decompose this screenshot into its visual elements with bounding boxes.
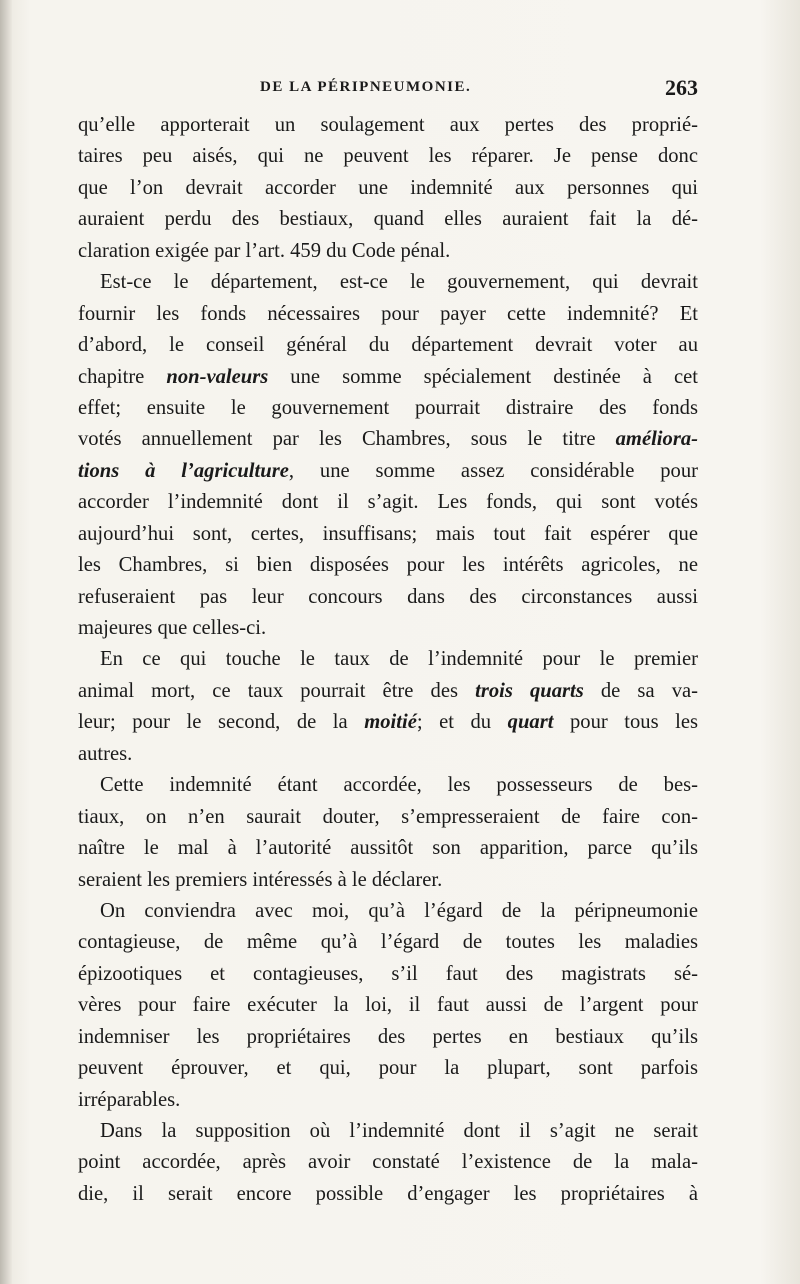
text-line — [78, 1022, 698, 1053]
text-line — [78, 362, 698, 393]
text-run: les Chambres, si bien disposées pour les intérêts agricoles, ne — [78, 554, 698, 577]
text-line — [78, 456, 698, 487]
body-text — [78, 110, 698, 1210]
text-line — [78, 1085, 698, 1116]
text-run: seraient les premiers intéressés à le déclarer. — [78, 868, 443, 891]
text-run: naître le mal à l’autorité aussitôt son apparition, parce qu’ils — [78, 837, 698, 860]
text-line — [78, 1053, 698, 1084]
text-run: claration exigée par l’art. 459 du Code pénal. — [78, 239, 451, 262]
text-line — [78, 1116, 698, 1147]
text-line — [78, 613, 698, 644]
text-line — [78, 833, 698, 864]
text-run: refuseraient pas leur concours dans des circonstances aussi — [78, 585, 698, 608]
text-run: , une somme assez considérable pour — [288, 459, 698, 482]
text-line — [78, 644, 698, 675]
text-run: qu’elle apporterait un soulagement aux pertes des proprié- — [78, 114, 698, 136]
italic-term: trois quarts — [475, 679, 584, 702]
text-run: animal mort, ce taux pourrait être des — [78, 679, 476, 702]
text-line — [78, 927, 698, 958]
text-run: peuvent éprouver, et qui, pour la plupart, sont parfois — [78, 1057, 698, 1080]
text-run: fournir les fonds nécessaires pour payer cette indemnité? Et — [78, 302, 698, 325]
text-run: En ce qui touche le taux de l’indemnité pour le premier — [100, 648, 698, 671]
text-run: ; et du — [416, 711, 508, 734]
italic-term: quart — [507, 711, 554, 734]
text-run: contagieuse, de même qu’à l’égard de toutes les maladies — [78, 931, 698, 954]
text-line — [78, 487, 698, 518]
running-head — [78, 75, 698, 101]
text-run: auraient perdu des bestiaux, quand elles auraient fait la dé- — [78, 208, 698, 231]
text-line — [78, 865, 698, 896]
text-run: pour tous les — [553, 711, 698, 734]
text-line — [78, 1179, 698, 1210]
italic-term: tions à l’agriculture — [78, 459, 289, 482]
text-run: autres. — [78, 742, 133, 765]
text-run: Cette indemnité étant accordée, les possesseurs de bes- — [100, 774, 698, 797]
text-run: votés annuellement par les Chambres, sous le titre — [78, 428, 616, 451]
text-run: die, il serait encore possible d’engager les propriétaires à — [78, 1182, 698, 1205]
text-line — [78, 110, 698, 141]
text-run: que l’on devrait accorder une indemnité aux personnes qui — [78, 176, 698, 199]
text-line — [78, 299, 698, 330]
text-run: irréparables. — [78, 1088, 181, 1111]
text-line — [78, 236, 698, 267]
text-line — [78, 173, 698, 204]
text-run: de sa va- — [583, 679, 698, 702]
text-run: majeures que celles-ci. — [78, 617, 267, 639]
text-line — [78, 393, 698, 424]
italic-term: non-valeurs — [166, 365, 269, 388]
text-line — [78, 550, 698, 581]
text-run: taires peu aisés, qui ne peuvent les réparer. Je pense donc — [78, 145, 698, 168]
text-run: indemniser les propriétaires des pertes en bestiaux qu’ils — [78, 1025, 698, 1048]
text-line — [78, 424, 698, 455]
text-line — [78, 582, 698, 613]
text-line — [78, 330, 698, 361]
text-line — [78, 990, 698, 1021]
page-number: 263 — [665, 75, 698, 100]
text-line — [78, 141, 698, 172]
text-run: effet; ensuite le gouvernement pourrait distraire des fonds — [78, 396, 698, 419]
text-line — [78, 770, 698, 801]
text-run: une somme spécialement destinée à cet — [268, 365, 698, 388]
text-run: tiaux, on n’en saurait douter, s’empresseraient de faire con- — [78, 805, 698, 828]
running-title: DE LA PÉRIPNEUMONIE. — [260, 79, 472, 95]
text-run: point accordée, après avoir constaté l’existence de la mala- — [78, 1151, 698, 1174]
text-run: d’abord, le conseil général du département devrait voter au — [78, 334, 698, 357]
text-line — [78, 959, 698, 990]
text-run: accorder l’indemnité dont il s’agit. Les fonds, qui sont votés — [78, 491, 698, 514]
text-line — [78, 204, 698, 235]
text-run: vères pour faire exécuter la loi, il faut aussi de l’argent pour — [78, 994, 698, 1017]
text-run: aujourd’hui sont, certes, insuffisans; mais tout fait espérer que — [78, 522, 698, 545]
text-line — [78, 1147, 698, 1178]
text-line — [78, 267, 698, 298]
italic-term: moitié — [364, 711, 417, 734]
text-line — [78, 519, 698, 550]
text-line — [78, 707, 698, 738]
text-run: On conviendra avec moi, qu’à l’égard de la péripneumonie — [100, 899, 698, 922]
text-line — [78, 739, 698, 770]
text-run: épizootiques et contagieuses, s’il faut des magistrats sé- — [78, 962, 698, 985]
text-run: chapitre — [78, 365, 167, 388]
italic-term: améliora- — [615, 428, 698, 451]
text-line — [78, 676, 698, 707]
text-line — [78, 896, 698, 927]
text-run: Dans la supposition où l’indemnité dont il s’agit ne serait — [100, 1120, 698, 1142]
text-run: Est-ce le département, est-ce le gouvernement, qui devrait — [100, 271, 698, 294]
text-line — [78, 802, 698, 833]
text-run: leur; pour le second, de la — [78, 711, 365, 734]
page-gutter-shadow — [0, 0, 12, 1284]
